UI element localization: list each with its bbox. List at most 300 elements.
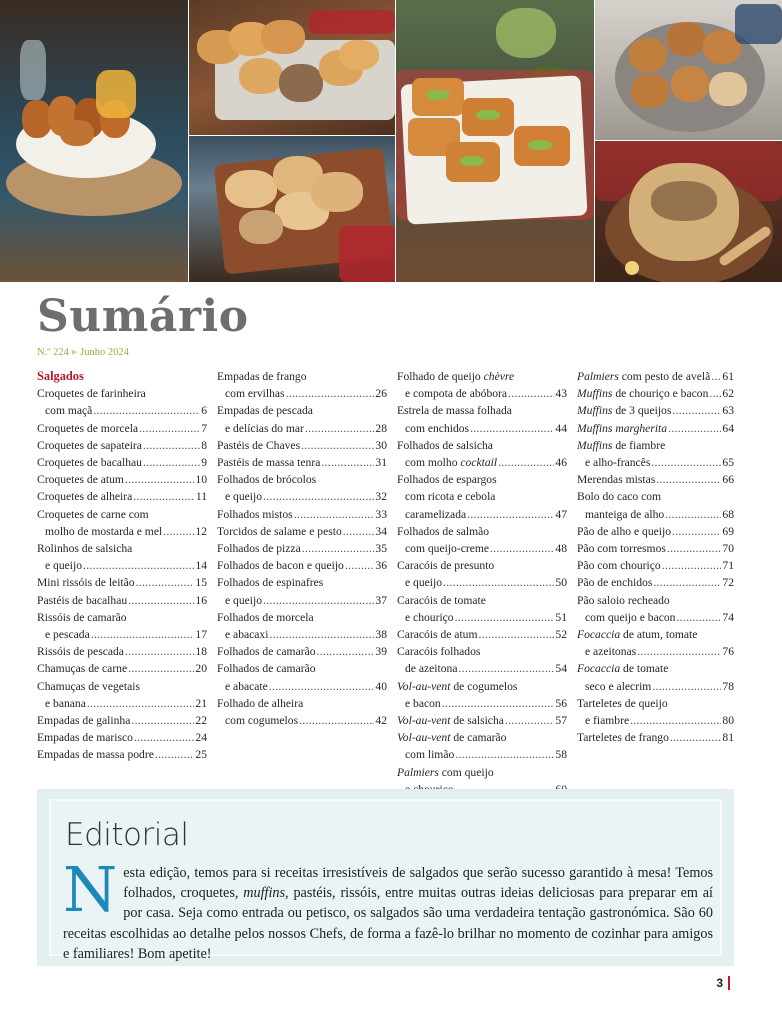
toc-leader-dots xyxy=(143,454,200,471)
toc-entry[interactable] xyxy=(577,592,734,626)
toc-entry[interactable] xyxy=(577,420,734,437)
toc-page-number: 64 xyxy=(722,421,734,435)
toc-entry-row xyxy=(37,574,207,591)
toc-entry-title-italic: Muffins xyxy=(577,438,613,452)
toc-entry[interactable] xyxy=(217,574,387,608)
toc-entry-line xyxy=(217,574,387,591)
toc-entry-subtitle: com limão xyxy=(405,748,455,762)
toc-entry-line xyxy=(577,626,734,643)
toc-entry-subtitle: molho de mostarda e mel xyxy=(45,524,163,538)
toc-entry[interactable] xyxy=(217,660,387,694)
toc-entry-text xyxy=(577,368,710,385)
issue-info xyxy=(37,346,129,358)
toc-entry-row xyxy=(37,746,207,763)
page-title: Sumário xyxy=(37,291,249,342)
toc-entry-subtitle: e queijo xyxy=(225,490,263,504)
toc-entry-row xyxy=(217,557,387,574)
toc-leader-dots xyxy=(709,385,721,402)
toc-entry-subtitle: com maçã xyxy=(45,404,93,418)
toc-page-number: 14 xyxy=(195,559,207,573)
toc-entry[interactable] xyxy=(577,540,734,557)
toc-page-number: 31 xyxy=(375,456,387,470)
toc-entry[interactable] xyxy=(217,609,387,643)
toc-entry[interactable] xyxy=(37,574,207,591)
toc-entry-text xyxy=(45,523,162,540)
photo-pao-recheado xyxy=(595,141,782,282)
toc-page-number: 28 xyxy=(375,421,387,435)
toc-entry[interactable] xyxy=(397,729,567,763)
toc-entry-text xyxy=(585,506,664,523)
toc-leader-dots xyxy=(128,660,194,677)
toc-entry-text xyxy=(225,678,268,695)
toc-entry-title: de salsicha xyxy=(450,714,504,728)
toc-entry-row xyxy=(397,385,567,402)
toc-leader-dots xyxy=(668,420,721,437)
toc-entry-row xyxy=(397,454,567,471)
toc-leader-dots xyxy=(455,609,555,626)
toc-entry-title: de chouriço e bacon xyxy=(612,387,709,401)
toc-entry[interactable] xyxy=(397,557,567,591)
toc-entry-line xyxy=(397,557,567,574)
toc-entry[interactable] xyxy=(397,471,567,523)
toc-entry[interactable] xyxy=(37,678,207,712)
toc-entry-text xyxy=(45,626,90,643)
toc-leader-dots xyxy=(125,471,194,488)
toc-entry-text xyxy=(397,626,477,643)
toc-entry-title: Pastéis de massa tenra xyxy=(217,456,321,470)
toc-entry-row xyxy=(37,660,207,677)
toc-entry-text xyxy=(405,420,469,437)
toc-entry-text xyxy=(405,695,441,712)
toc-entry[interactable] xyxy=(217,540,387,557)
toc-entry[interactable] xyxy=(577,557,734,574)
toc-entry[interactable] xyxy=(37,385,207,419)
toc-page-number: 21 xyxy=(195,696,207,710)
toc-leader-dots xyxy=(470,420,554,437)
toc-entry-title-italic: Palmiers xyxy=(397,765,439,779)
toc-page-number: 80 xyxy=(722,714,734,728)
toc-entry-subtitle: e queijo xyxy=(45,559,83,573)
toc-entry-title-italic: Focaccia xyxy=(577,662,621,676)
toc-page-number: 43 xyxy=(555,387,567,401)
toc-page-number: 25 xyxy=(195,748,207,762)
toc-page-number: 48 xyxy=(555,542,567,556)
toc-entry-title: Tarteletes de frango xyxy=(577,731,669,745)
toc-leader-dots xyxy=(670,729,722,746)
toc-column-2 xyxy=(217,368,387,729)
toc-entry-title-italic: Vol-au-vent xyxy=(397,731,451,745)
toc-entry-title: Rissóis de pescada xyxy=(37,645,124,659)
toc-entry-title: Folhados mistos xyxy=(217,507,293,521)
toc-entry[interactable] xyxy=(577,402,734,419)
toc-entry[interactable] xyxy=(37,506,207,540)
toc-column-4 xyxy=(577,368,734,746)
toc-entry-text xyxy=(217,540,301,557)
toc-entry-line xyxy=(397,678,567,695)
toc-entry[interactable] xyxy=(397,643,567,677)
toc-entry-subtitle: e pescada xyxy=(45,628,90,642)
toc-entry-text xyxy=(225,592,262,609)
toc-entry-title-italic: chèvre xyxy=(483,370,515,383)
toc-column-1 xyxy=(37,368,207,764)
toc-entry-title: Chamuças de vegetais xyxy=(37,679,141,693)
toc-leader-dots xyxy=(667,540,722,557)
toc-entry[interactable] xyxy=(577,368,734,385)
toc-entry-row xyxy=(577,506,734,523)
toc-entry-text xyxy=(577,557,661,574)
toc-leader-dots xyxy=(637,643,721,660)
toc-entry-row xyxy=(217,678,387,695)
toc-leader-dots xyxy=(299,712,374,729)
toc-entry[interactable] xyxy=(577,471,734,488)
toc-leader-dots xyxy=(134,729,194,746)
toc-entry-title-italic: Vol-au-vent xyxy=(397,714,451,728)
toc-entry[interactable] xyxy=(37,540,207,574)
toc-leader-dots xyxy=(301,437,374,454)
toc-page-number: 16 xyxy=(195,593,207,607)
toc-entry-text xyxy=(577,385,708,402)
toc-leader-dots xyxy=(652,678,721,695)
toc-entry-text xyxy=(37,420,138,437)
toc-page-number: 33 xyxy=(375,507,387,521)
toc-entry[interactable] xyxy=(397,402,567,436)
toc-entry[interactable] xyxy=(37,746,207,763)
toc-entry[interactable] xyxy=(577,574,734,591)
toc-entry[interactable] xyxy=(577,695,734,729)
editorial-box xyxy=(37,789,734,966)
toc-entry-row xyxy=(217,592,387,609)
toc-entry[interactable] xyxy=(217,454,387,471)
toc-entry-title: Croquetes de bacalhau xyxy=(37,456,142,470)
toc-entry-text xyxy=(37,592,127,609)
toc-entry-row xyxy=(577,574,734,591)
photo-folhados-abacate xyxy=(396,0,594,282)
toc-entry-title: Folhados de pizza xyxy=(217,542,301,556)
toc-entry-text xyxy=(37,746,154,763)
toc-entry-subtitle: com ervilhas xyxy=(225,387,285,401)
toc-entry-text xyxy=(225,420,304,437)
toc-entry-text xyxy=(37,660,127,677)
toc-entry-line xyxy=(397,643,567,660)
toc-page-number: 10 xyxy=(195,473,207,487)
toc-entry-line xyxy=(217,609,387,626)
toc-section-heading: Salgados xyxy=(37,369,84,383)
toc-entry[interactable] xyxy=(217,437,387,454)
toc-entry-text xyxy=(37,471,124,488)
toc-entry-title: Empadas de pescada xyxy=(217,404,313,418)
toc-entry-text xyxy=(397,712,504,729)
toc-page-number: 66 xyxy=(722,473,734,487)
toc-entry-row xyxy=(217,385,387,402)
toc-entry-text xyxy=(37,643,124,660)
toc-entry-title: Rolinhos de salsicha xyxy=(37,542,133,556)
editorial-title: Editorial xyxy=(65,817,189,853)
toc-leader-dots xyxy=(651,454,721,471)
toc-leader-dots xyxy=(467,506,554,523)
toc-entry-row xyxy=(577,420,734,437)
toc-page-number: 30 xyxy=(375,438,387,452)
toc-entry-text xyxy=(37,574,135,591)
toc-entry[interactable] xyxy=(577,488,734,522)
toc-entry-row xyxy=(37,437,207,454)
toc-entry-title: Croquetes de sapateira xyxy=(37,438,142,452)
toc-entry-line xyxy=(217,660,387,677)
toc-entry[interactable] xyxy=(217,557,387,574)
photo-empadas xyxy=(189,0,395,135)
toc-entry-title: Folhados de salsicha xyxy=(397,438,493,452)
toc-entry[interactable] xyxy=(37,712,207,729)
toc-entry-text xyxy=(225,626,268,643)
toc-entry-title: Empadas de massa podre xyxy=(37,748,154,762)
toc-entry-title: Merendas mistas xyxy=(577,473,656,487)
toc-entry-row xyxy=(577,385,734,402)
toc-entry[interactable] xyxy=(217,471,387,505)
toc-entry-row xyxy=(397,420,567,437)
toc-entry-row xyxy=(37,420,207,437)
toc-entry-text xyxy=(577,420,667,437)
toc-entry-text xyxy=(577,402,671,419)
editorial-dropcap: N xyxy=(63,853,118,926)
toc-entry-row xyxy=(37,488,207,505)
toc-entry-title: Tarteletes de queijo xyxy=(577,696,668,710)
toc-entry-subtitle: manteiga de alho xyxy=(585,507,665,521)
toc-entry[interactable] xyxy=(577,523,734,540)
toc-entry-title: Folhados de bacon e queijo xyxy=(217,559,344,573)
toc-page-number: 35 xyxy=(375,542,387,556)
toc-entry-title: Empadas de marisco xyxy=(37,731,133,745)
page-number: 3 xyxy=(716,976,730,990)
toc-entry-title: Chamuças de carne xyxy=(37,662,128,676)
toc-leader-dots xyxy=(83,557,194,574)
toc-entry-title: Pão com chouriço xyxy=(577,559,661,573)
toc-entry[interactable] xyxy=(397,592,567,626)
toc-entry-title-italic: Muffins margherita xyxy=(577,421,668,435)
toc-entry-title: de 3 queijos xyxy=(612,404,672,418)
toc-entry-subtitle: e fiambre xyxy=(585,714,630,728)
toc-entry-line xyxy=(397,437,567,454)
toc-entry-subtitle: seco e alecrim xyxy=(585,679,652,693)
toc-entry-title: Croquetes de carne com xyxy=(37,507,149,521)
toc-entry-title: Torcidos de salame e pesto xyxy=(217,524,342,538)
toc-page-number: 38 xyxy=(375,628,387,642)
toc-entry-text xyxy=(577,540,666,557)
toc-page-number: 40 xyxy=(375,679,387,693)
toc-entry[interactable] xyxy=(217,695,387,729)
toc-entry-line xyxy=(37,506,207,523)
toc-entry[interactable] xyxy=(37,729,207,746)
toc-entry-text xyxy=(577,574,652,591)
toc-entry-text xyxy=(405,385,507,402)
toc-leader-dots xyxy=(443,574,554,591)
toc-entry-row xyxy=(397,660,567,677)
toc-entry[interactable] xyxy=(37,437,207,454)
toc-entry-line xyxy=(37,678,207,695)
toc-leader-dots xyxy=(672,523,721,540)
toc-entry-text xyxy=(37,488,132,505)
toc-leader-dots xyxy=(269,626,374,643)
toc-entry-line xyxy=(397,764,567,781)
toc-leader-dots xyxy=(163,523,194,540)
toc-entry-title: de fiambre xyxy=(612,438,666,452)
toc-page-number: 17 xyxy=(195,628,207,642)
toc-entry-subtitle: e chouriço xyxy=(405,610,454,624)
toc-entry-title: Folhados de camarão xyxy=(217,662,316,676)
toc-entry-subtitle: caramelizada xyxy=(405,507,467,521)
toc-entry-subtitle: e azeitonas xyxy=(585,645,637,659)
toc-entry-row xyxy=(577,557,734,574)
toc-entry-subtitle: e banana xyxy=(45,696,86,710)
toc-entry-title: Folhados de camarão xyxy=(217,645,316,659)
toc-entry-row xyxy=(577,402,734,419)
toc-entry[interactable] xyxy=(217,523,387,540)
toc-entry[interactable] xyxy=(397,712,567,729)
toc-entry-title: Folhados de espinafres xyxy=(217,576,324,590)
toc-leader-dots xyxy=(87,695,195,712)
toc-entry-text xyxy=(577,471,655,488)
toc-entry-text xyxy=(45,557,82,574)
toc-page-number: 12 xyxy=(195,524,207,538)
toc-entry[interactable] xyxy=(397,437,567,471)
toc-leader-dots xyxy=(294,506,375,523)
toc-entry[interactable] xyxy=(37,454,207,471)
toc-page-number: 74 xyxy=(722,610,734,624)
toc-entry[interactable] xyxy=(217,506,387,523)
toc-leader-dots xyxy=(155,746,195,763)
toc-entry-row xyxy=(577,729,734,746)
toc-page-number: 42 xyxy=(375,714,387,728)
toc-entry-line xyxy=(397,592,567,609)
toc-entry-text xyxy=(405,609,454,626)
toc-entry[interactable] xyxy=(577,385,734,402)
toc-column-3 xyxy=(397,368,567,798)
toc-entry-row xyxy=(37,592,207,609)
editorial-text: Nesta edição, temos para si receitas irresistíveis de salgados que serão sucesso garantido à mesa! Temos folhados, croquetes, muffins, pastéis, rissóis, entre muitas outras ideias deliciosas para preparar em aí por casa. Seja como entrada ou petisco, os salgados são uma verdadeira tentação gastronómica. São 60 receitas escolhidas ao detalhe pelos nossos Chefs, de forma a fazê-lo brilhar no momento de cozinhar para amigos e familiares! Bom apetite! xyxy=(63,853,713,962)
toc-entry[interactable] xyxy=(37,609,207,643)
toc-entry[interactable] xyxy=(397,626,567,643)
toc-entry[interactable] xyxy=(37,643,207,660)
toc-entry-row xyxy=(37,695,207,712)
issue-date: Junho 2024 xyxy=(80,347,129,358)
toc-page-number: 69 xyxy=(722,524,734,538)
toc-entry-title: Caracóis de atum xyxy=(397,628,478,642)
toc-entry-line xyxy=(37,609,207,626)
toc-entry-line xyxy=(577,488,734,505)
toc-leader-dots xyxy=(458,660,554,677)
toc-leader-dots xyxy=(508,385,554,402)
photo-muffins xyxy=(595,0,782,140)
toc-entry[interactable] xyxy=(37,592,207,609)
toc-entry-subtitle: e abacate xyxy=(225,679,268,693)
toc-leader-dots xyxy=(676,609,721,626)
toc-entry-line xyxy=(217,402,387,419)
toc-entry-row xyxy=(37,471,207,488)
toc-page-number: 54 xyxy=(555,662,567,676)
toc-entry-title: Pastéis de bacalhau xyxy=(37,593,128,607)
toc-entry-row xyxy=(577,643,734,660)
toc-page-number: 78 xyxy=(722,679,734,693)
toc-entry-text xyxy=(217,523,342,540)
toc-entry-subtitle: com queijo-creme xyxy=(405,542,490,556)
toc-entry-row xyxy=(217,437,387,454)
toc-leader-dots xyxy=(343,523,375,540)
toc-page-number: 7 xyxy=(201,421,207,435)
toc-entry-row xyxy=(397,609,567,626)
toc-entry[interactable] xyxy=(397,678,567,712)
toc-entry[interactable] xyxy=(397,368,567,402)
toc-entry-row xyxy=(37,557,207,574)
toc-entry-text xyxy=(37,712,130,729)
toc-entry-text xyxy=(585,643,636,660)
toc-entry-text xyxy=(585,678,651,695)
toc-entry-line xyxy=(217,471,387,488)
toc-entry-title: Folhado de queijo xyxy=(397,370,481,383)
toc-entry-text xyxy=(37,454,142,471)
toc-entry-row xyxy=(37,454,207,471)
toc-entry[interactable] xyxy=(397,523,567,557)
toc-entry-title: Folhados de morcela xyxy=(217,610,314,624)
toc-entry-title-italic: Muffins xyxy=(577,387,613,401)
toc-leader-dots xyxy=(505,712,555,729)
toc-entry-text xyxy=(217,437,300,454)
toc-entry-row xyxy=(217,506,387,523)
toc-entry-row xyxy=(37,729,207,746)
toc-entry[interactable] xyxy=(37,420,207,437)
toc-entry-row xyxy=(397,712,567,729)
toc-page-number: 37 xyxy=(375,593,387,607)
toc-entry-row xyxy=(397,746,567,763)
toc-page-number: 81 xyxy=(722,731,734,745)
toc-entry[interactable] xyxy=(217,368,387,402)
toc-entry-text xyxy=(405,506,466,523)
toc-entry[interactable] xyxy=(577,660,734,694)
toc-entry[interactable] xyxy=(577,437,734,471)
toc-entry-row xyxy=(397,506,567,523)
toc-leader-dots xyxy=(128,592,194,609)
toc-page-number: 8 xyxy=(201,438,207,452)
toc-leader-dots xyxy=(317,643,375,660)
toc-leader-dots xyxy=(630,712,721,729)
toc-entry-row xyxy=(217,420,387,437)
toc-leader-dots xyxy=(478,626,554,643)
toc-entry-row xyxy=(397,626,567,643)
toc-entry-line xyxy=(577,660,734,677)
toc-entry[interactable] xyxy=(37,488,207,505)
toc-page-number: 32 xyxy=(375,490,387,504)
toc-leader-dots xyxy=(286,385,375,402)
toc-entry-text xyxy=(585,712,629,729)
toc-leader-dots xyxy=(131,712,194,729)
toc-entry-text xyxy=(585,609,675,626)
toc-entry-text xyxy=(225,385,285,402)
toc-page-number: 58 xyxy=(555,748,567,762)
toc-entry[interactable] xyxy=(37,471,207,488)
toc-leader-dots xyxy=(136,574,195,591)
toc-entry[interactable] xyxy=(577,626,734,660)
toc-page-number: 44 xyxy=(555,421,567,435)
toc-entry-line: com ricota e cebola xyxy=(405,490,496,504)
toc-entry[interactable] xyxy=(577,729,734,746)
editorial-panel xyxy=(49,799,722,962)
toc-entry-row xyxy=(397,695,567,712)
toc-entry[interactable] xyxy=(217,643,387,660)
toc-leader-dots xyxy=(305,420,375,437)
toc-entry[interactable] xyxy=(217,402,387,436)
toc-entry-row xyxy=(217,454,387,471)
toc-entry-line xyxy=(577,437,734,454)
toc-entry-text xyxy=(585,454,650,471)
toc-entry[interactable] xyxy=(37,660,207,677)
toc-entry-title: com pesto de avelã xyxy=(618,370,711,383)
